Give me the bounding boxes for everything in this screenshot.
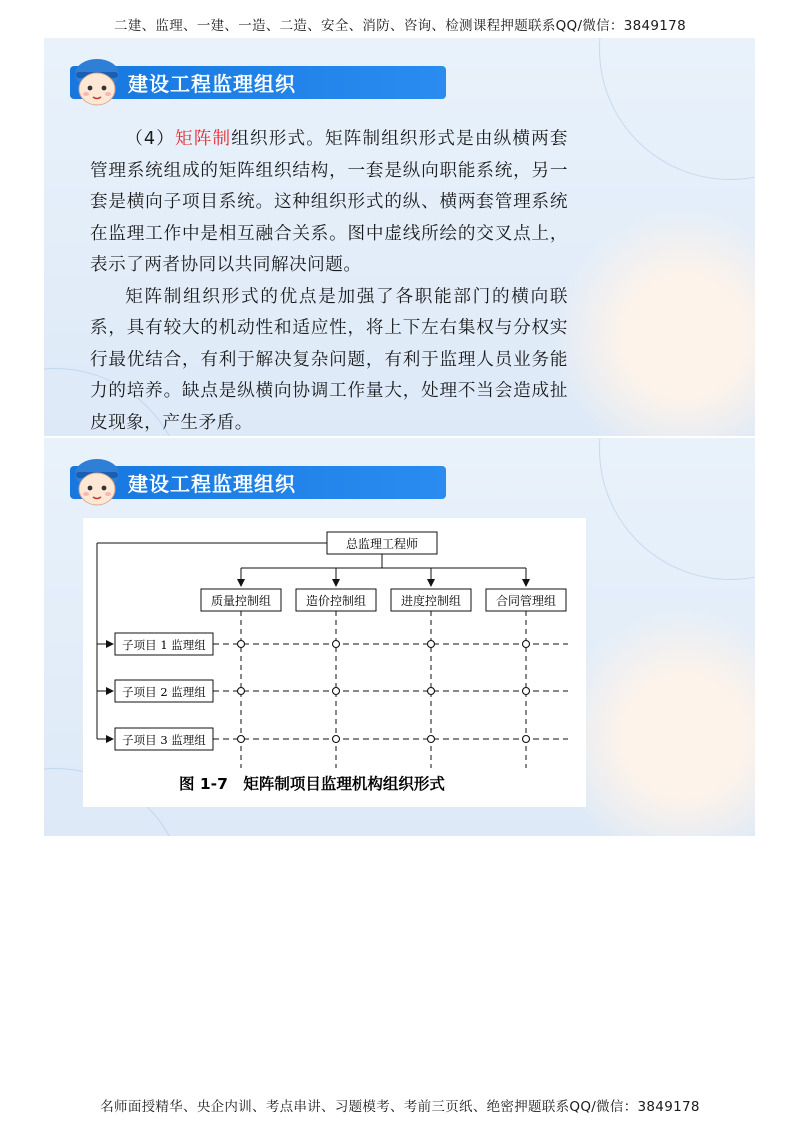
item-number: （4） bbox=[125, 129, 176, 149]
paragraph-1-text: 组织形式。矩阵制组织形式是由纵横两套管理系统组成的矩阵组织结构，一套是纵向职能系统，另一套是横向子项目系统。这种组织形式的纵、横两套管理系统在监理工作中是相互融合关系。图中虚线所绘的交叉点上，表示了两者协同以共同解决问题。 bbox=[90, 129, 568, 275]
contract-management-group: 合同管理组 bbox=[495, 594, 557, 608]
functional-groups bbox=[201, 589, 566, 611]
sub-project-1-group: 子项目 1 监理组 bbox=[122, 638, 206, 652]
cost-control-group: 造价控制组 bbox=[305, 594, 367, 608]
mascot-icon bbox=[70, 456, 124, 508]
bottom-banner: 名师面授精华、央企内训、考点串讲、习题模考、考前三页纸、绝密押题联系QQ/微信：3849178 bbox=[100, 1099, 700, 1115]
decorative-arc bbox=[599, 38, 755, 180]
paragraph-2: 矩阵制组织形式的优点是加强了各职能部门的横向联系，具有较大的机动性和适应性，将上下左右集权与分权实行最优结合，有利于解决复杂问题，有利于监理人员业务能力的培养。缺点是纵横向协调工作量大，处理不当会造成扯皮现象，产生矛盾。 bbox=[90, 286, 568, 433]
quality-control-group: 质量控制组 bbox=[210, 594, 272, 608]
paragraph-1 bbox=[90, 124, 568, 282]
slide-figure bbox=[44, 438, 755, 836]
org-chart-svg bbox=[83, 518, 586, 807]
section-title: 建设工程监理组织 bbox=[128, 472, 296, 496]
org-chart-figure bbox=[83, 518, 586, 807]
section-title: 建设工程监理组织 bbox=[128, 72, 296, 96]
sub-project-3-group: 子项目 3 监理组 bbox=[122, 733, 206, 747]
highlighted-term: 矩阵制 bbox=[175, 129, 232, 149]
chief-engineer-label: 总监理工程师 bbox=[345, 537, 419, 551]
body-text bbox=[90, 124, 568, 436]
sub-project-groups bbox=[115, 633, 213, 750]
figure-caption: 图 1-7 矩阵制项目监理机构组织形式 bbox=[179, 775, 445, 793]
mascot-icon bbox=[70, 56, 124, 108]
slide-text bbox=[44, 38, 755, 436]
decorative-arc bbox=[599, 438, 755, 580]
schedule-control-group: 进度控制组 bbox=[400, 594, 462, 608]
sub-project-2-group: 子项目 2 监理组 bbox=[122, 685, 206, 699]
top-banner: 二建、监理、一建、一造、二造、安全、消防、咨询、检测课程押题联系QQ/微信：3849178 bbox=[114, 18, 686, 34]
